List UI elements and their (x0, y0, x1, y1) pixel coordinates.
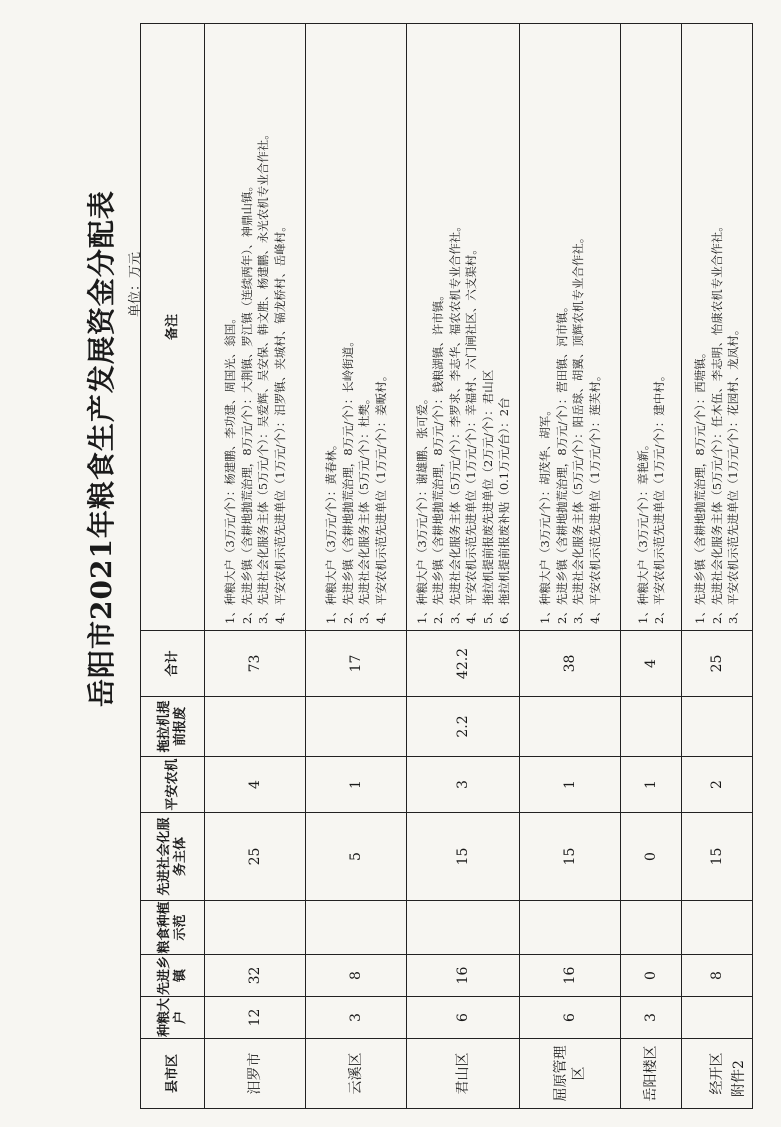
grain-demo-cell (407, 901, 520, 955)
tractor-scrap-cell (205, 697, 306, 757)
table-row (407, 24, 520, 1109)
table-row (205, 24, 306, 1109)
county-cell: 汨罗市 (205, 1039, 306, 1109)
grain-demo-cell (682, 901, 753, 955)
social-service-cell: 15 (682, 813, 753, 901)
note-line: 3、平安农机示范先进单位（1万元/个）：花园村、龙凤村。 (726, 323, 741, 624)
notes-cell (205, 24, 306, 631)
advanced-town-cell: 16 (407, 955, 520, 997)
note-line: 1、种粮大户（3万元/个）：杨建鹏、李功建、周国光、翁国。 (223, 312, 237, 624)
safe-machine-cell: 4 (205, 757, 306, 813)
note-line: 2、先进乡镇（含耕地抛荒治理，8万元/个）：营田镇、河市镇。 (554, 300, 569, 624)
header-county: 县市区 (141, 1039, 205, 1109)
county-cell: 经开区 (682, 1039, 753, 1109)
tractor-scrap-cell (621, 697, 682, 757)
total-cell: 38 (520, 631, 621, 697)
header-row (141, 24, 205, 1109)
tractor-scrap-cell (520, 697, 621, 757)
county-cell: 云溪区 (306, 1039, 407, 1109)
notes-cell (520, 24, 621, 631)
note-line: 4、平安农机示范先进单位（1万元/个）：幸福村、六门闸社区、六支渠村。 (464, 243, 478, 624)
notes-cell (407, 24, 520, 631)
tractor-scrap-cell (306, 697, 407, 757)
note-line: 1、种粮大户（3万元/个）：谢雄鹏、张可爱。 (414, 392, 429, 624)
grain-household-cell: 3 (306, 997, 407, 1039)
social-service-cell: 5 (306, 813, 407, 901)
grain-household-cell: 6 (520, 997, 621, 1039)
table-row (682, 24, 753, 1109)
grain-demo-cell (205, 901, 306, 955)
total-cell: 17 (306, 631, 407, 697)
header-safe-machine: 平安农机 (141, 757, 205, 813)
notes-cell (682, 24, 753, 631)
note-line: 1、种粮大户（3万元/个）：章艳新。 (635, 438, 650, 624)
note-line: 4、平安农机示范先进单位（1万元/个）：莲芙村。 (587, 369, 602, 624)
note-line: 4、平安农机示范先进单位（1万元/个）：汨罗镇、夹城村、镉龙桥村、岳峰村。 (272, 220, 287, 624)
note-line: 1、种粮大户（3万元/个）：黄春林。 (324, 438, 338, 624)
header-tractor-scrap: 拖拉机提前报废 (141, 697, 205, 757)
header-grain-demo: 粮食种植示范 (141, 901, 205, 955)
county-cell: 屈原管理区 (520, 1039, 621, 1109)
table-row (520, 24, 621, 1109)
note-line: 2、先进乡镇（含耕地抛荒治理，8万元/个）：长岭街道。 (340, 335, 355, 624)
note-line: 6、拖拉机提前报废补贴（0.1万元/台）：2台 (497, 397, 511, 624)
social-service-cell: 25 (205, 813, 306, 901)
grain-household-cell: 6 (407, 997, 520, 1039)
county-cell: 岳阳楼区 (621, 1039, 682, 1109)
advanced-town-cell: 8 (682, 955, 753, 997)
note-line: 3、先进社会化服务主体（5万元/个）：杜樊。 (357, 392, 371, 624)
table-row (306, 24, 407, 1109)
header-total: 合计 (141, 631, 205, 697)
note-line: 2、先进社会化服务主体（5万元/个）：任木伍、李志明、怡康农机专业合作社。 (709, 220, 724, 624)
allocation-table (140, 23, 753, 1109)
note-line: 5、拖拉机提前报废先进单位（2万元/个）：君山区 (480, 369, 495, 624)
safe-machine-cell: 1 (621, 757, 682, 813)
advanced-town-cell: 16 (520, 955, 621, 997)
note-line: 3、先进社会化服务主体（5万元/个）：吴爱辉、吴安保、韩文胜、杨建鹏、永光农机专业合作社。 (256, 128, 270, 624)
total-cell: 73 (205, 631, 306, 697)
social-service-cell: 15 (407, 813, 520, 901)
county-cell: 君山区 (407, 1039, 520, 1109)
note-line: 1、先进乡镇（含耕地抛荒治理，8万元/个）：西塘镇。 (693, 346, 708, 624)
grain-household-cell: 12 (205, 997, 306, 1039)
attachment-label: 附件2 (731, 1060, 747, 1097)
safe-machine-cell: 3 (407, 757, 520, 813)
note-line: 2、先进乡镇（含耕地抛荒治理，8万元/个）：钱粮湖镇、许市镇。 (431, 289, 445, 624)
grain-household-cell: 3 (621, 997, 682, 1039)
total-cell: 42.2 (407, 631, 520, 697)
safe-machine-cell: 1 (306, 757, 407, 813)
tractor-scrap-cell (682, 697, 753, 757)
grain-household-cell (682, 997, 753, 1039)
total-cell: 4 (621, 631, 682, 697)
notes-cell (306, 24, 407, 631)
safe-machine-cell: 2 (682, 757, 753, 813)
grain-demo-cell (520, 901, 621, 955)
note-line: 1、种粮大户（3万元/个）：胡茂华、胡军。 (538, 404, 552, 624)
document-title: 岳阳市2021年粮食生产发展资金分配表 (85, 190, 118, 707)
safe-machine-cell: 1 (520, 757, 621, 813)
total-cell: 25 (682, 631, 753, 697)
advanced-town-cell: 32 (205, 955, 306, 997)
note-line: 3、先进社会化服务主体（5万元/个）：阳岳球、胡翼、顶辉农机专业合作社。 (571, 231, 585, 624)
header-advanced-town: 先进乡镇 (141, 955, 205, 997)
advanced-town-cell: 0 (621, 955, 682, 997)
grain-demo-cell (306, 901, 407, 955)
header-notes: 备注 (141, 24, 205, 631)
social-service-cell: 0 (621, 813, 682, 901)
note-line: 4、平安农机示范先进单位（1万元/个）：姜畈村。 (373, 369, 388, 624)
notes-cell (621, 24, 682, 631)
advanced-town-cell: 8 (306, 955, 407, 997)
note-line: 2、先进乡镇（含耕地抛荒治理，8万元/个）：大荆镇、罗江镇（连续两年）、神鼎山镇。 (239, 179, 254, 624)
note-line: 2、平安农机示范先进单位（1万元/个）：建中村。 (652, 369, 666, 624)
table-row (621, 24, 682, 1109)
tractor-scrap-cell: 2.2 (407, 697, 520, 757)
unit-label: 单位：万元 (128, 251, 143, 317)
grain-demo-cell (621, 901, 682, 955)
social-service-cell: 15 (520, 813, 621, 901)
note-line: 3、先进社会化服务主体（5万元/个）：李罗求、李志华、福农农机专业合作社。 (447, 220, 462, 624)
header-social-service: 先进社会化服务主体 (141, 813, 205, 901)
header-grain-household: 种粮大户 (141, 997, 205, 1039)
